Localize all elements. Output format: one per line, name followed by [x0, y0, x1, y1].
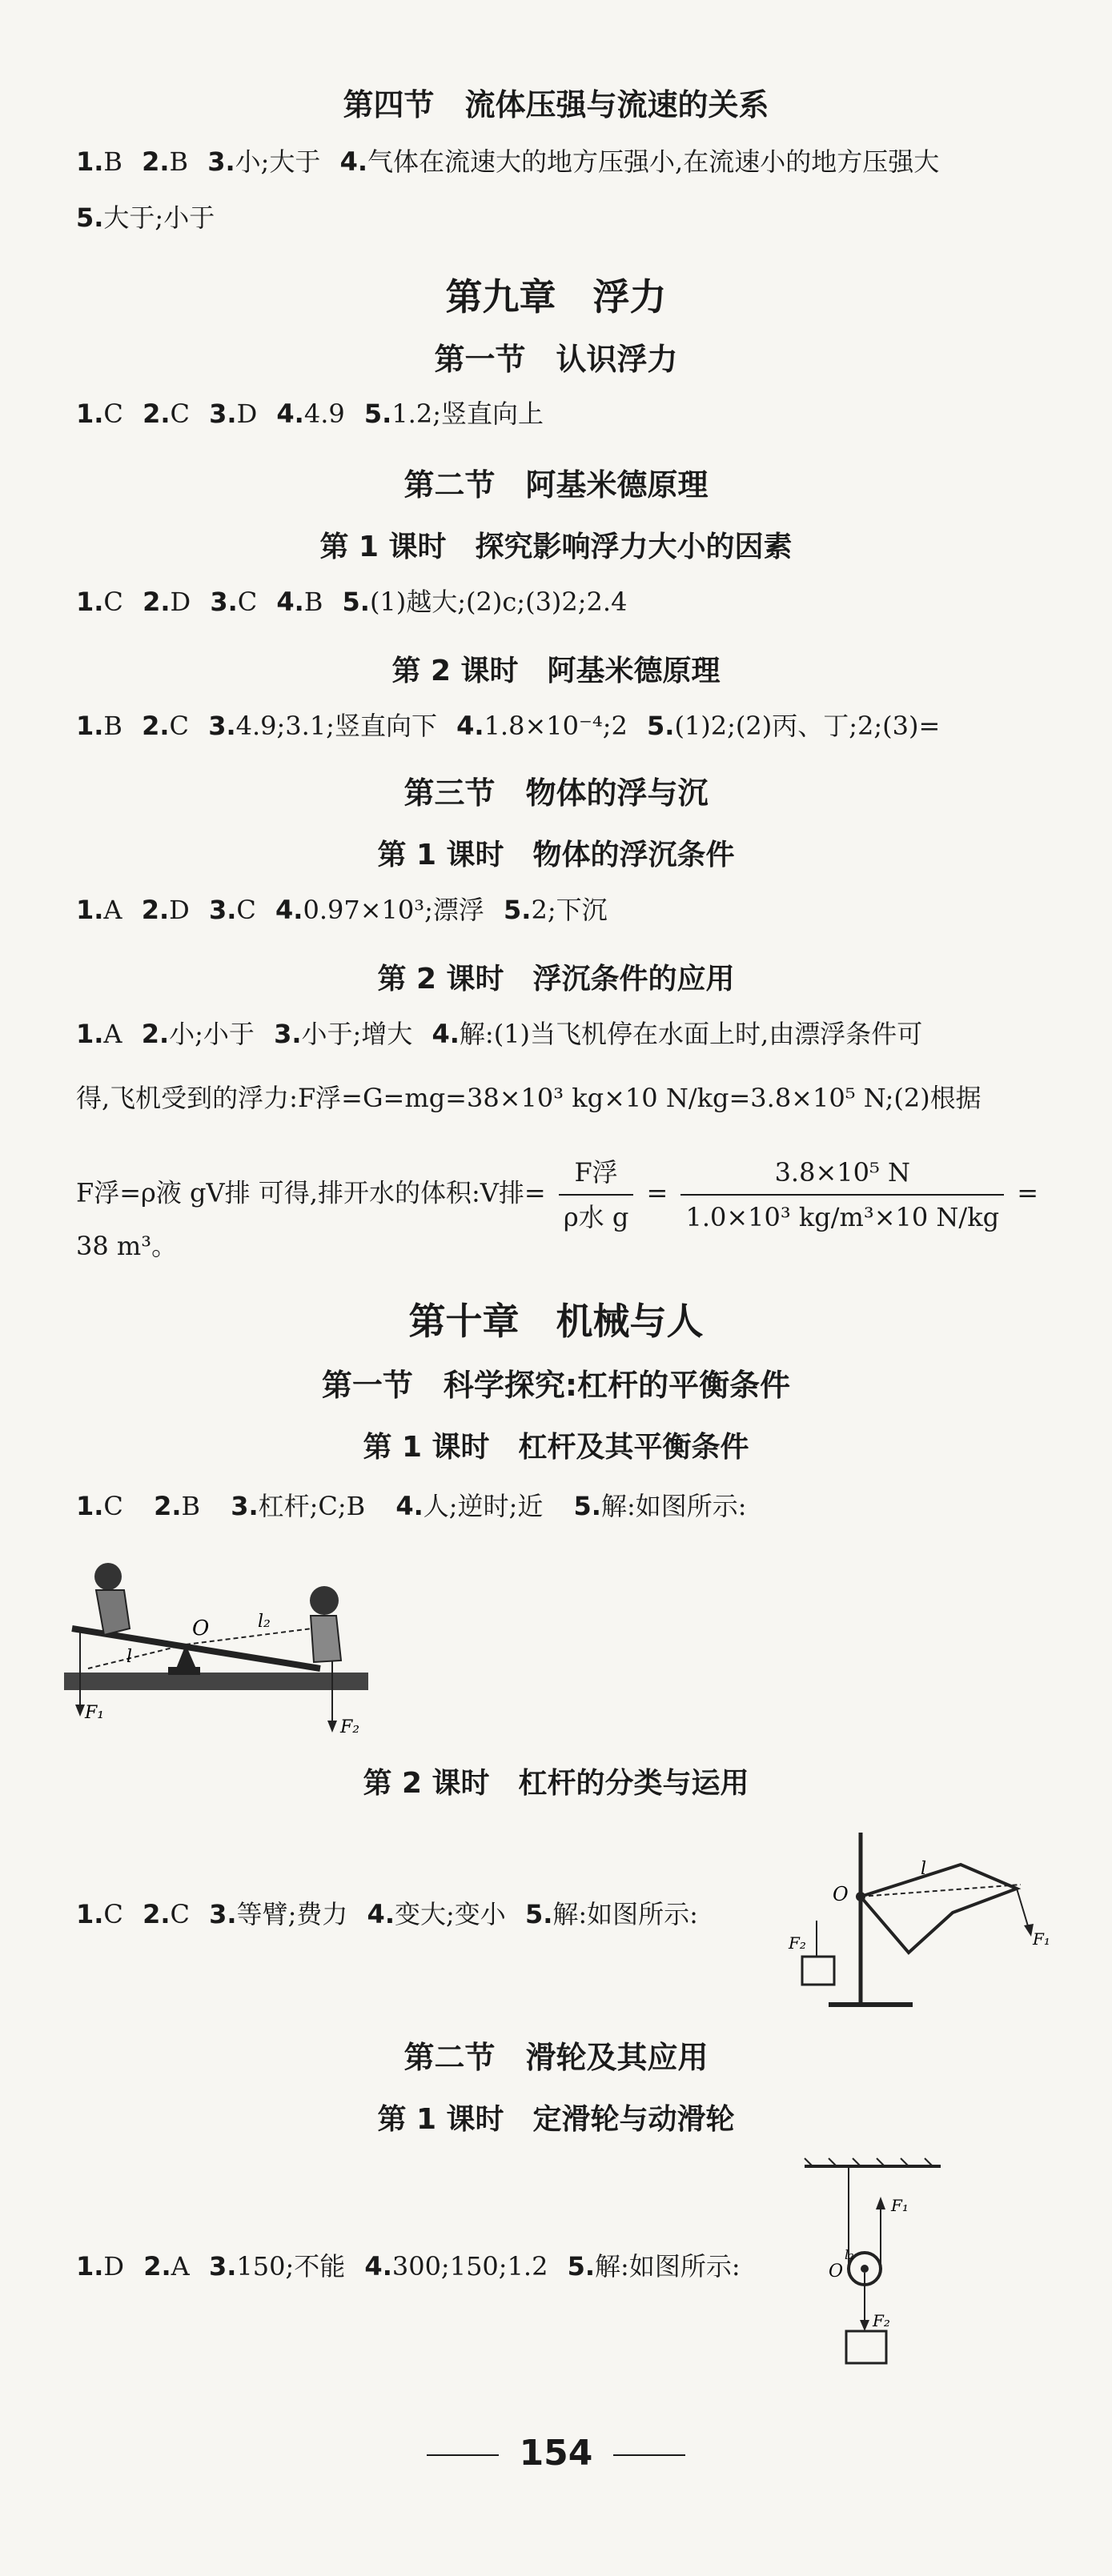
- label-o: O: [192, 1617, 210, 1641]
- section-title: 第三节 物体的浮与沉: [403, 775, 709, 811]
- lesson-title: 第 2 课时 阿基米德原理: [391, 655, 721, 687]
- answer-line: F浮=ρ液 gV排 可得,排开水的体积:V排= $\frac{\text{F浮}}{\text{ρ水 g}}$ = $\frac{\text{3.8×10⁵ N}}{\text{1.0×10³ kg/m³×10 N/kg}}$ =: [76, 1152, 1061, 1237]
- chapter-title: 第十章 机械与人: [408, 1300, 704, 1343]
- lesson-title: 第 1 课时 探究影响浮力大小的因素: [319, 531, 793, 563]
- label-f1: F₁: [891, 2196, 909, 2215]
- answer-line: 1.A 2.小;小于 3.小于;增大 4.解:(1)当飞机停在水面上时,由漂浮条件可: [76, 1019, 923, 1049]
- answer-line: 1.C 2.C 3.D 4.4.9 5.1.2;竖直向上: [76, 399, 544, 429]
- answer-line: 得,飞机受到的浮力:F浮=G=mg=38×10³ kg×10 N/kg=3.8×10⁵ N;(2)根据: [76, 1083, 982, 1113]
- label-f2: F₂: [789, 1933, 806, 1953]
- lesson-title: 第 1 课时 定滑轮与动滑轮: [377, 2103, 735, 2136]
- lever-arm: [861, 1865, 1017, 1953]
- answer-line: 1.D 2.A 3.150;不能 4.300;150;1.2 5.解:如图所示:: [76, 2251, 741, 2282]
- force-arrow: [1017, 1889, 1029, 1929]
- answer-line: 1.B 2.C 3.4.9;3.1;竖直向下 4.1.8×10⁻⁴;2 5.(1)2;(2)丙、丁;2;(3)=: [76, 711, 941, 741]
- label-f1: F₁: [1033, 1929, 1050, 1949]
- ground: [64, 1673, 368, 1690]
- lever-stand-figure: [785, 1825, 1057, 2017]
- section-title: 第一节 科学探究:杠杆的平衡条件: [321, 1368, 791, 1403]
- page-number: 154: [0, 2433, 1112, 2474]
- label-f2: F₂: [340, 1717, 360, 1737]
- answer-line: 1.A 2.D 3.C 4.0.97×10³;漂浮 5.2;下沉: [76, 895, 608, 925]
- lesson-title: 第 1 课时 物体的浮沉条件: [377, 839, 735, 871]
- label-l2: l₂: [258, 1612, 271, 1632]
- lesson-title: 第 2 课时 浮沉条件的应用: [377, 963, 735, 996]
- label-f1: F₁: [85, 1703, 105, 1723]
- child-left: [94, 1563, 122, 1590]
- answer-line: 38 m³。: [76, 1231, 178, 1261]
- label-l: l: [921, 1859, 927, 1879]
- label-l2: l₂: [845, 2247, 854, 2262]
- seesaw-figure: [56, 1540, 376, 1741]
- section-title: 第二节 阿基米德原理: [403, 467, 709, 503]
- lesson-title: 第 2 课时 杠杆的分类与运用: [363, 1767, 749, 1800]
- weight-box: [802, 1957, 834, 1985]
- answer-line: 5.大于;小于: [76, 202, 215, 233]
- answer-line: 1.B 2.B 3.小;大于 4.气体在流速大的地方压强小,在流速小的地方压强大: [76, 146, 940, 177]
- fraction: $\frac{\text{F浮}}{\text{ρ水 g}}$: [559, 1152, 633, 1237]
- lesson-title: 第 1 课时 杠杆及其平衡条件: [363, 1431, 749, 1464]
- fraction: $\frac{\text{3.8×10⁵ N}}{\text{1.0×10³ kg/m³×10 N/kg}}$: [680, 1152, 1004, 1237]
- answer-line: 1.C 2.D 3.C 4.B 5.(1)越大;(2)c;(3)2;2.4: [76, 587, 628, 617]
- section-title: 第四节 流体压强与流速的关系: [343, 87, 769, 122]
- label-o: O: [829, 2262, 844, 2282]
- pulley-figure: [797, 2157, 957, 2373]
- child-right: [310, 1586, 339, 1615]
- section-title: 第一节 认识浮力: [434, 342, 678, 377]
- chapter-title: 第九章 浮力: [445, 275, 667, 318]
- answer-line: 1.C 2.B 3.杠杆;C;B 4.人;逆时;近 5.解:如图所示:: [76, 1491, 747, 1521]
- label-o: O: [833, 1883, 849, 1905]
- weight-box: [846, 2331, 886, 2363]
- answer-line: 1.C 2.C 3.等臂;费力 4.变大;变小 5.解:如图所示:: [76, 1899, 698, 1929]
- label-f2: F₂: [873, 2311, 890, 2330]
- label-l: l: [126, 1647, 133, 1667]
- section-title: 第二节 滑轮及其应用: [403, 2040, 709, 2075]
